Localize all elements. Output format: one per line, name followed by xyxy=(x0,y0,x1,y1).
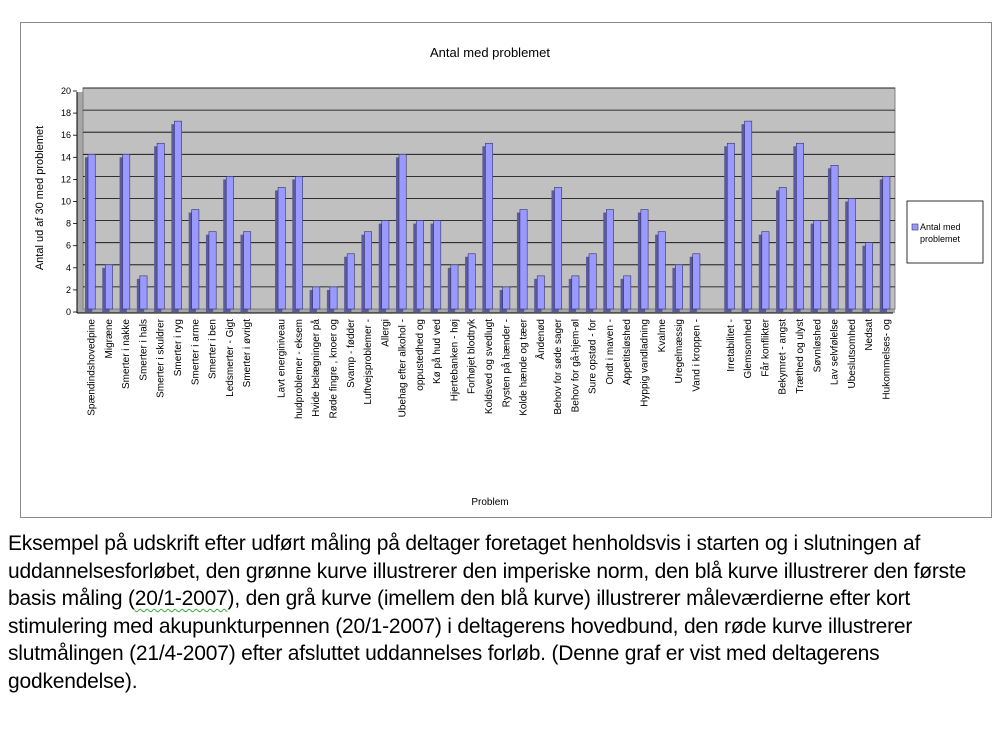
x-tick-label: Appetitsløshed xyxy=(622,319,634,386)
bar xyxy=(330,287,337,309)
y-tick-label: 2 xyxy=(65,284,71,295)
x-tick-label: Bekymret - angst xyxy=(777,319,789,395)
x-tick-label: Røde fingre , knoer og xyxy=(328,319,340,419)
bar xyxy=(658,232,665,309)
bar xyxy=(831,165,838,309)
bar xyxy=(88,154,95,309)
x-tick-label: Træthed og ulyst xyxy=(794,319,806,394)
x-tick-label: oppustedhed og xyxy=(414,319,426,391)
bar xyxy=(641,210,648,309)
bar xyxy=(537,276,544,309)
bar xyxy=(123,154,130,309)
x-tick-label: Irretabilitet - xyxy=(725,319,737,372)
legend-swatch xyxy=(912,224,918,230)
x-tick-label: Søvnløshed xyxy=(812,319,824,373)
bar xyxy=(589,254,596,309)
legend-label: Antal med xyxy=(920,222,961,232)
bar xyxy=(226,176,233,309)
x-tick-label: Hjertebanken - høj xyxy=(449,319,461,402)
x-tick-label: Ubehag efter alkohol - xyxy=(397,319,409,418)
caption-text-start: Eksempel på udskrift efter udført måling på deltager foretaget henholdsvis i starten og i slutningen af uddannelsesforløbet, den grønne kurve illustrerer den imperiske norm, den blå kurve illustrerer den første basis måling ( xyxy=(8,532,967,610)
bar xyxy=(727,143,734,309)
y-tick-label: 4 xyxy=(65,262,71,273)
chart-title: Antal med problemet xyxy=(430,45,550,60)
bar xyxy=(364,232,371,309)
bar xyxy=(416,221,423,309)
bar xyxy=(451,265,458,309)
x-tick-label: Smerter i nakke xyxy=(121,319,133,390)
legend-label: problemet xyxy=(920,234,961,244)
bar xyxy=(295,176,302,309)
y-tick-label: 10 xyxy=(60,196,71,207)
x-tick-label: hudproblemer - eksem xyxy=(293,319,305,420)
bar xyxy=(503,287,510,309)
x-tick-label: Lavt energiniveau xyxy=(276,319,288,398)
y-tick-label: 12 xyxy=(60,174,71,185)
bar xyxy=(554,187,561,309)
bar xyxy=(209,232,216,309)
bar xyxy=(347,254,354,309)
bar xyxy=(278,187,285,309)
x-tick-label: Smerter i skuldrer xyxy=(155,319,167,398)
x-tick-label: Smerter i hals xyxy=(138,319,150,381)
x-tick-label: Uregelmæssig xyxy=(674,319,686,384)
x-tick-label: Behov for gå-hjem-øl xyxy=(570,319,582,413)
x-tick-label: Luftvejsproblemer - xyxy=(363,319,375,405)
bar-chart xyxy=(21,23,991,517)
bar xyxy=(675,265,682,309)
plot-area-wall xyxy=(77,92,83,313)
bar xyxy=(243,232,250,309)
x-tick-label: Lav selvfølelse xyxy=(829,319,841,386)
y-axis-title: Antal ud af 30 med problemet xyxy=(34,125,46,271)
bar xyxy=(848,199,855,310)
bar xyxy=(606,210,613,309)
x-tick-label: Glemsomhed xyxy=(743,319,755,379)
bar xyxy=(157,143,164,309)
x-tick-label: Kvalme xyxy=(656,319,668,353)
x-tick-label: Sure opstød - for xyxy=(587,319,599,395)
bar xyxy=(105,265,112,309)
x-tick-label: Nedsat xyxy=(864,319,876,351)
bar xyxy=(399,154,406,309)
bar xyxy=(192,210,199,309)
x-tick-label: Forhøjet blodtryk xyxy=(466,319,478,395)
x-tick-label: Migræne xyxy=(103,319,115,359)
x-tick-label: Hyppig vandladning xyxy=(639,319,651,407)
x-tick-label: Ledsmerter - Gigt xyxy=(224,319,236,397)
x-tick-label: Hukommelses- og xyxy=(881,319,893,400)
bar xyxy=(572,276,579,309)
x-tick-label: Får konflikter xyxy=(760,319,772,377)
x-tick-label: Smerter i arme xyxy=(190,319,202,386)
x-tick-label: Kolde hænde og tæer xyxy=(518,319,530,416)
bar xyxy=(865,243,872,309)
bar xyxy=(485,143,492,309)
x-tick-label: Ondt i maven - xyxy=(604,319,616,385)
x-tick-label: Hvide belægninger på xyxy=(311,319,323,417)
y-tick-label: 8 xyxy=(65,218,71,229)
legend-box xyxy=(907,201,983,263)
chart-frame xyxy=(20,22,992,518)
y-tick-label: 16 xyxy=(60,130,71,141)
y-tick-label: 18 xyxy=(60,108,71,119)
figure-caption xyxy=(8,530,968,695)
bar xyxy=(796,143,803,309)
x-tick-label: Smerter i øvrigt xyxy=(242,319,254,388)
bar xyxy=(382,221,389,309)
x-tick-label: Svamp - fødder xyxy=(345,319,357,388)
x-tick-label: Behov for søde sager xyxy=(553,319,565,415)
bar xyxy=(745,121,752,309)
bar xyxy=(174,121,181,309)
caption-text-end: ), den grå kurve (imellem den blå kurve) illustrerer måleværdierne efter kort stimulering med akupunkturpennen (20/1-2007) i deltagerens hovedbund, den røde kurve illustrerer slutmålingen (21/4-2007) efter afsluttet uddannelses forløb. (Denne graf er vist med deltagerens godkendelse). xyxy=(8,587,913,693)
y-tick-label: 14 xyxy=(60,152,71,163)
caption-date: 20/1-2007 xyxy=(134,587,228,610)
x-tick-label: Rysten på hænder - xyxy=(501,319,513,408)
x-tick-label: Smerter i ryg xyxy=(173,319,185,377)
y-tick-label: 0 xyxy=(65,307,71,317)
bar xyxy=(693,254,700,309)
x-axis-title: Problem xyxy=(471,497,509,508)
x-tick-label: Spændindshovedpine xyxy=(86,319,98,416)
bar xyxy=(313,287,320,309)
bar xyxy=(883,176,890,309)
bar xyxy=(814,221,821,309)
x-tick-label: Smerter i ben xyxy=(207,319,219,380)
bar xyxy=(779,187,786,309)
bar xyxy=(762,232,769,309)
x-tick-label: Vand i kroppen - xyxy=(691,319,703,392)
legend xyxy=(907,201,983,263)
x-tick-label: Koldsved og svedlugt xyxy=(484,319,495,415)
x-tick-label: Kø på hud ved xyxy=(432,319,444,385)
x-tick-label: Allergi xyxy=(380,319,392,347)
bar xyxy=(468,254,475,309)
bar xyxy=(434,221,441,309)
bar xyxy=(520,210,527,309)
bar xyxy=(140,276,147,309)
y-tick-label: 6 xyxy=(65,240,71,251)
x-tick-label: Ubeslutsomhed xyxy=(846,319,858,389)
x-tick-label: Åndenød xyxy=(535,319,547,360)
bar xyxy=(624,276,631,309)
y-tick-label: 20 xyxy=(60,86,71,96)
